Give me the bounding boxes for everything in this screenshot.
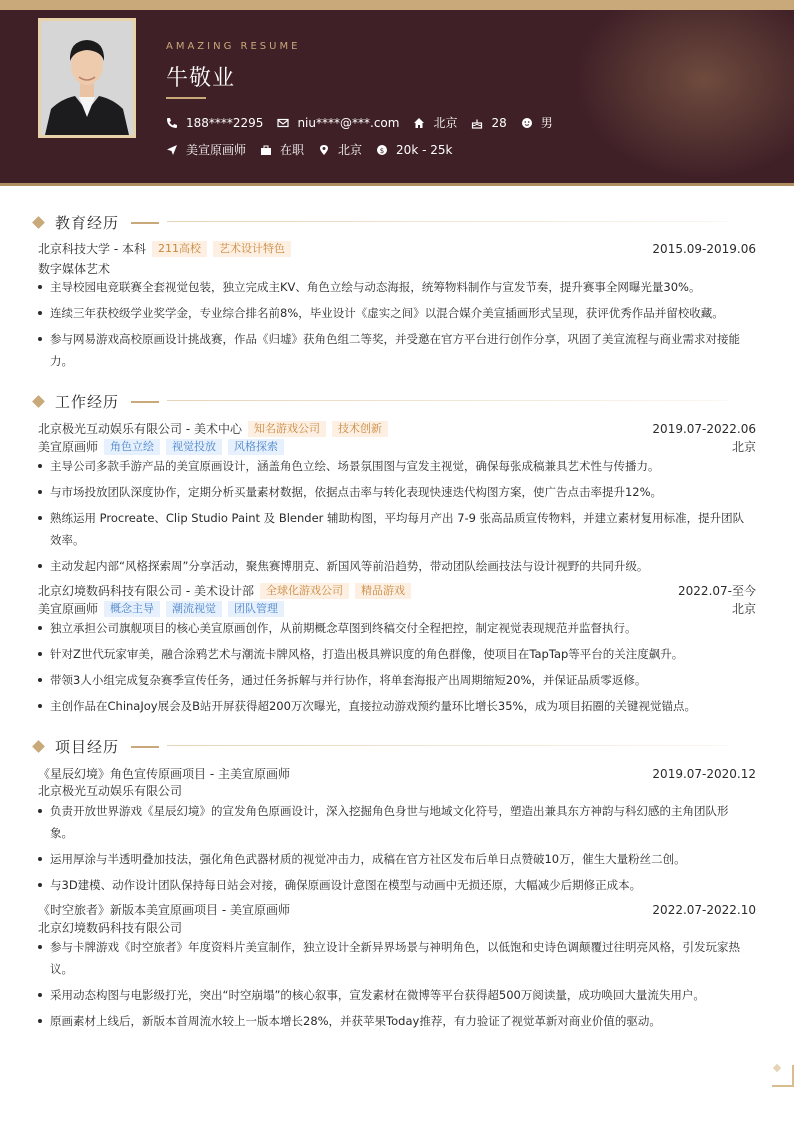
list-item: 针对Z世代玩家审美，融合涂鸦艺术与潮流卡牌风格，打造出极具辨识度的角色群像，使项目在TapTap等平台的关注度飙升。 <box>38 643 750 665</box>
project-entry-head <box>38 901 756 918</box>
school-name: 北京科技大学 - 本科 <box>38 242 146 256</box>
projects-section-title <box>34 736 159 757</box>
company-tag: 技术创新 <box>332 421 388 437</box>
project-date: 2019.07-2020.12 <box>652 766 756 781</box>
home-text: 北京 <box>433 116 458 130</box>
email-item <box>277 116 399 130</box>
education-major-line <box>38 260 756 277</box>
list-item: 参与卡牌游戏《时空旅者》年度资料片美宣制作，独立设计全新异界场景与神明角色，以低饱和史诗色调颠覆过往明亮风格，引发玩家热议。 <box>38 936 750 980</box>
email-text: niu****@***.com <box>297 115 400 130</box>
role-tag: 潮流视觉 <box>166 601 222 617</box>
list-item: 主动发起内部“风格探索周”分享活动，聚焦赛博朋克、新国风等前沿趋势，带动团队绘画技法与设计视野的共同升级。 <box>38 555 750 577</box>
project-company-line <box>38 782 756 799</box>
list-item: 熟练运用 Procreate、Clip Studio Paint 及 Blender 辅助构图，平均每月产出 7-9 张高品质宣传物料，并建立素材复用标准，提升团队效率。 <box>38 507 750 551</box>
projects-heading: 项目经历 <box>55 738 120 756</box>
diamond-icon <box>32 216 45 229</box>
project-name: 《时空旅者》新版本美宣原画项目 - 美宣原画师 <box>38 903 290 917</box>
job-city: 北京 <box>731 440 756 454</box>
age-item <box>471 116 506 130</box>
avatar <box>41 21 133 135</box>
job-intent-row <box>166 141 466 158</box>
diamond-icon <box>32 740 45 753</box>
company-name: 北京幻境数码科技有限公司 - 美术设计部 <box>38 584 254 598</box>
list-item: 独立承担公司旗舰项目的核心美宣原画创作，从前期概念草图到终稿交付全程把控，制定视觉表现规范并监督执行。 <box>38 617 750 639</box>
salary-text: 20k - 25k <box>396 142 453 157</box>
education-section-title <box>34 212 159 233</box>
education-tag: 211高校 <box>152 241 207 257</box>
job-entry-head <box>38 420 756 437</box>
title-dash <box>131 401 159 403</box>
job-date: 2019.07-2022.06 <box>652 421 756 436</box>
city-text: 北京 <box>338 143 363 157</box>
salary-icon <box>376 144 388 156</box>
role-tag: 团队管理 <box>228 601 284 617</box>
list-item: 主导校园电竞联赛全套视觉包装，独立完成主KV、角色立绘与动态海报，统筹物料制作与宣发节奏，提升赛事全网曝光量30%。 <box>38 276 750 298</box>
list-item: 参与网易游戏高校原画设计挑战赛，作品《归墟》获角色组二等奖，并受邀在官方平台进行创作分享，巩固了美宣流程与商业需求对接能力。 <box>38 328 750 372</box>
section-divider <box>167 745 727 746</box>
city-item <box>318 141 362 158</box>
briefcase-icon <box>260 144 272 156</box>
role-tag: 角色立绘 <box>104 439 160 455</box>
project-name: 《星辰幻境》角色宣传原画项目 - 主美宣原画师 <box>38 767 290 781</box>
header-glow <box>574 10 794 180</box>
list-item: 主导公司多款手游产品的美宣原画设计，涵盖角色立绘、场景氛围图与宣发主视觉，确保每张成稿兼具艺术性与传播力。 <box>38 455 750 477</box>
age-text: 28 <box>491 115 507 130</box>
phone-icon <box>166 117 178 129</box>
position-text: 美宣原画师 <box>186 143 247 157</box>
location-pin-icon <box>318 144 330 156</box>
job-entry-head <box>38 582 756 599</box>
education-tag: 艺术设计特色 <box>213 241 291 257</box>
gender-text: 男 <box>540 116 553 130</box>
company-tag: 精品游戏 <box>355 583 411 599</box>
job-role-line <box>38 438 756 455</box>
project-company-line <box>38 919 756 936</box>
status-text: 在职 <box>280 143 305 157</box>
top-accent-bar <box>0 0 794 10</box>
mail-icon <box>277 117 289 129</box>
name-underline <box>166 97 206 99</box>
position-item <box>166 141 246 158</box>
diamond-icon <box>32 395 45 408</box>
section-divider <box>167 221 727 222</box>
list-item: 运用厚涂与半透明叠加技法，强化角色武器材质的视觉冲击力，成稿在官方社区发布后单日点赞破10万，催生大量粉丝二创。 <box>38 848 750 870</box>
svg-text:$: $ <box>379 146 385 155</box>
major: 数字媒体艺术 <box>38 262 111 276</box>
section-divider <box>167 400 727 401</box>
job-city: 北京 <box>731 602 756 616</box>
job-role-line <box>38 600 756 617</box>
project-company: 北京幻境数码科技有限公司 <box>38 921 183 935</box>
person-portrait-icon <box>41 21 133 135</box>
header-bottom-line <box>0 183 794 186</box>
job-role: 美宣原画师 <box>38 602 99 616</box>
work-heading: 工作经历 <box>55 393 120 411</box>
cake-icon <box>471 117 483 129</box>
education-heading: 教育经历 <box>55 214 120 232</box>
role-tag: 视觉投放 <box>166 439 222 455</box>
work-section-title <box>34 391 159 412</box>
send-icon <box>166 144 178 156</box>
education-entry-head <box>38 240 756 257</box>
home-icon <box>413 117 425 129</box>
title-dash <box>131 222 159 224</box>
status-item <box>260 141 304 158</box>
company-tag: 知名游戏公司 <box>248 421 326 437</box>
education-date: 2015.09-2019.06 <box>652 241 756 256</box>
project-company: 北京极光互动娱乐有限公司 <box>38 784 183 798</box>
company-name: 北京极光互动娱乐有限公司 - 美术中心 <box>38 422 242 436</box>
list-item: 连续三年获校级学业奖学金，专业综合排名前8%，毕业设计《虚实之间》以混合媒介美宣插画形式呈现，获评优秀作品并留校收藏。 <box>38 302 750 324</box>
salary-item <box>376 143 452 157</box>
candidate-name: 牛敬业 <box>166 66 236 91</box>
home-item <box>413 114 457 131</box>
corner-ornament <box>772 1065 794 1087</box>
job-role: 美宣原画师 <box>38 440 99 454</box>
list-item: 原画素材上线后，新版本首周流水较上一版本增长28%，并获苹果Today推荐，有力验证了视觉革新对商业价值的驱动。 <box>38 1010 750 1032</box>
phone-text: 188****2295 <box>186 115 264 130</box>
project-entry-head <box>38 765 756 782</box>
gender-item <box>521 114 553 131</box>
title-dash <box>131 746 159 748</box>
phone-item <box>166 116 263 130</box>
resume-header <box>0 10 794 186</box>
list-item: 采用动态构图与电影级打光，突出“时空崩塌”的核心叙事，宣发素材在微博等平台获得超500万阅读量，成功唤回大量流失用户。 <box>38 984 750 1006</box>
header-subtitle: AMAZING RESUME <box>166 41 301 52</box>
list-item: 与3D建模、动作设计团队保持每日站会对接，确保原画设计意图在模型与动画中无损还原，大幅减少后期修正成本。 <box>38 874 750 896</box>
role-tag: 风格探索 <box>228 439 284 455</box>
contact-row <box>166 114 567 131</box>
list-item: 与市场投放团队深度协作，定期分析买量素材数据，依据点击率与转化表现快速迭代构图方案，使广告点击率提升12%。 <box>38 481 750 503</box>
gender-icon <box>521 117 533 129</box>
list-item: 带领3人小组完成复杂赛季宣传任务，通过任务拆解与并行协作，将单套海报产出周期缩短20%，并保证品质零返修。 <box>38 669 750 691</box>
list-item: 负责开放世界游戏《星辰幻境》的宣发角色原画设计，深入挖掘角色身世与地域文化符号，塑造出兼具东方神韵与科幻感的主角团队形象。 <box>38 800 750 844</box>
role-tag: 概念主导 <box>104 601 160 617</box>
profile-photo <box>38 18 136 138</box>
list-item: 主创作品在ChinaJoy展会及B站开屏获得超200万次曝光，直接拉动游戏预约量环比增长35%，成为项目拓圈的关键视觉锚点。 <box>38 695 750 717</box>
company-tag: 全球化游戏公司 <box>260 583 349 599</box>
job-date: 2022.07-至今 <box>678 584 756 598</box>
project-date: 2022.07-2022.10 <box>652 902 756 917</box>
